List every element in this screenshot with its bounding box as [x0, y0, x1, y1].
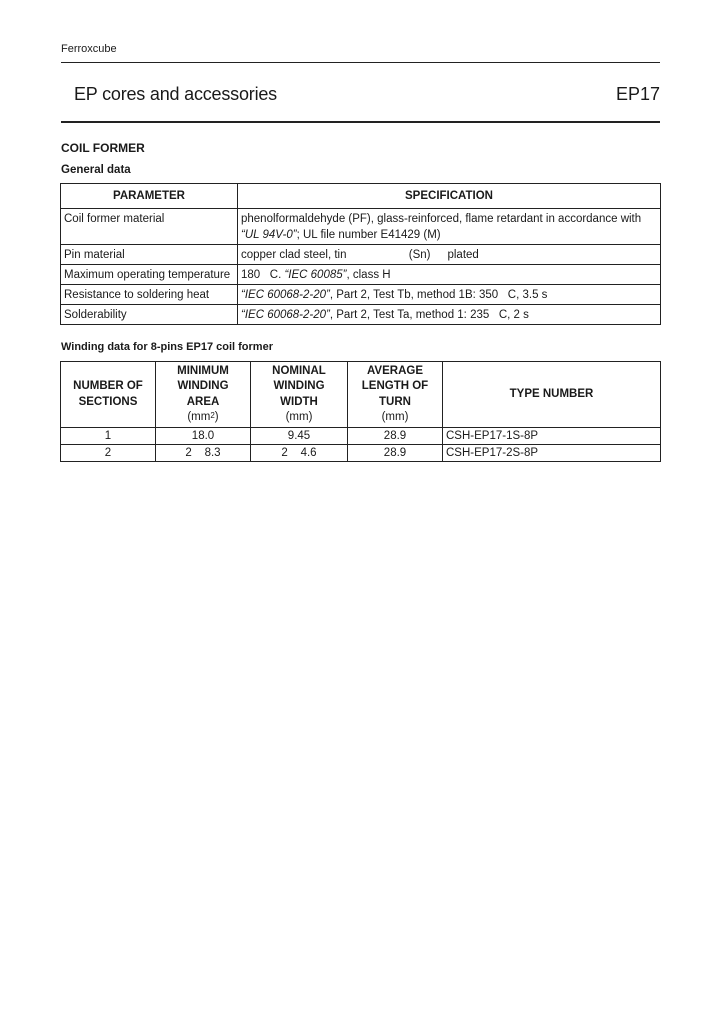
table-row	[61, 428, 661, 445]
length-cell: 28.9	[348, 445, 443, 462]
general-data-table	[60, 183, 661, 325]
spec-cell: copper clad steel, tin (Sn) plated	[238, 245, 661, 265]
param-cell: Resistance to soldering heat	[61, 285, 238, 305]
winding-data-table	[60, 361, 661, 462]
param-cell: Solderability	[61, 305, 238, 325]
parameter-header: PARAMETER	[61, 184, 238, 209]
width-header: NOMINAL WINDING WIDTH (mm)	[251, 362, 348, 428]
table-header-row	[61, 362, 661, 428]
section-title: COIL FORMER	[61, 141, 145, 155]
type-number-cell: CSH-EP17-1S-8P	[443, 428, 661, 445]
width-cell: 9.45	[251, 428, 348, 445]
param-cell: Coil former material	[61, 209, 238, 245]
document-title: EP cores and accessories	[74, 84, 277, 104]
spec-cell: “IEC 60068-2-20”, Part 2, Test Ta, method 1: 235 C, 2 s	[238, 305, 661, 325]
width-cell: 2 4.6	[251, 445, 348, 462]
brand-name: Ferroxcube	[61, 43, 117, 55]
length-header: AVERAGE LENGTH OF TURN (mm)	[348, 362, 443, 428]
table-row	[61, 265, 661, 285]
length-cell: 28.9	[348, 428, 443, 445]
document-code: EP17	[615, 84, 660, 104]
area-cell: 18.0	[156, 428, 251, 445]
table-header-row	[61, 184, 661, 209]
sections-cell: 1	[61, 428, 156, 445]
table-row	[61, 305, 661, 325]
type-number-cell: CSH-EP17-2S-8P	[443, 445, 661, 462]
table-row	[61, 285, 661, 305]
spec-cell: “IEC 60068-2-20”, Part 2, Test Tb, method 1B: 350 C, 3.5 s	[238, 285, 661, 305]
top-rule	[61, 62, 660, 63]
area-header: MINIMUM WINDING AREA $(mm^2)$	[156, 362, 251, 428]
general-data-title: General data	[61, 164, 131, 176]
param-cell: Maximum operating temperature	[61, 265, 238, 285]
table-row	[61, 245, 661, 265]
sections-cell: 2	[61, 445, 156, 462]
specification-header: SPECIFICATION	[238, 184, 661, 209]
header-rule	[61, 121, 660, 123]
param-cell: Pin material	[61, 245, 238, 265]
winding-data-title: Winding data for 8-pins EP17 coil former	[61, 341, 273, 353]
sections-header: NUMBER OF SECTIONS	[61, 362, 156, 428]
type-number-header: TYPE NUMBER	[443, 362, 661, 428]
area-cell: 2 8.3	[156, 445, 251, 462]
table-row	[61, 209, 661, 245]
table-row	[61, 445, 661, 462]
spec-cell: 180 C. “IEC 60085”, class H	[238, 265, 661, 285]
spec-cell: phenolformaldehyde (PF), glass-reinforced, flame retardant in accordance with “UL 94V-0”; UL file number E41429 (M)	[238, 209, 661, 245]
